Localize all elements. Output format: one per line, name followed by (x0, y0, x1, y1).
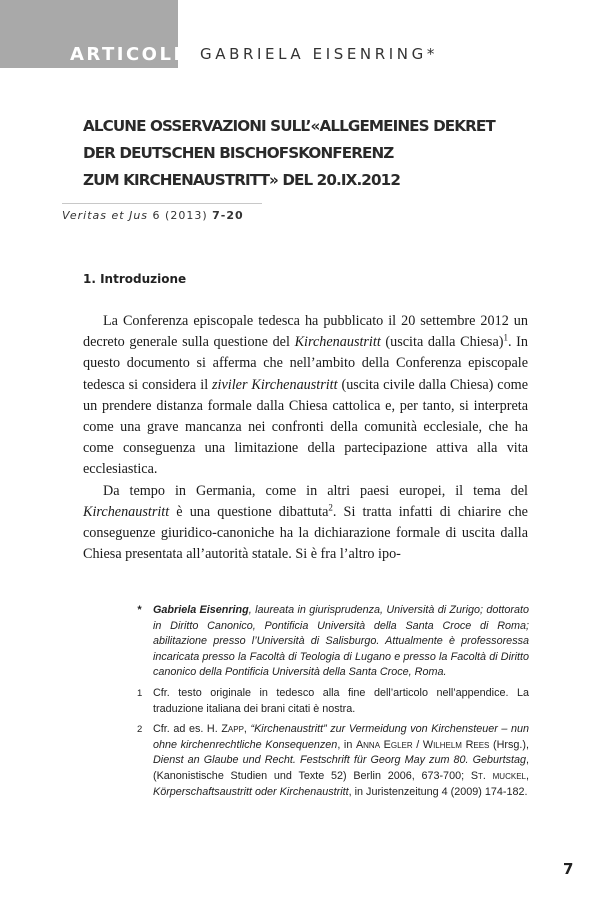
paragraph (83, 481, 528, 566)
footnote-marker: 2 (137, 724, 143, 736)
italic-term: Kirchenaustritt (294, 334, 381, 351)
text-run: , in (337, 738, 356, 751)
journal-name: Veritas et Jus (62, 209, 149, 222)
text-run: . In questo documento si afferma che nell’ambito della Conferenza episcopale tedesca si considera il (83, 334, 528, 393)
italic-term: ziviler Kirchenaustritt (212, 376, 338, 393)
footnotes (137, 603, 529, 805)
italic-term: Kirchenaustritt (83, 503, 170, 520)
journal-pages: 7-20 (212, 209, 244, 222)
text-run: La Conferenza episcopale tedesca ha pubblicato il 20 settembre 2012 un decreto generale sulla questione del (83, 313, 528, 351)
title-line: ZUM KIRCHENAUSTRITT» DEL 20.IX.2012 (83, 171, 400, 189)
italic-title: Körperschaftsaustritt oder Kirchenaustritt (153, 785, 349, 798)
paragraph (83, 311, 528, 481)
text-run: (Hrsg.), (489, 738, 529, 751)
title-line: DER DEUTSCHEN BISCHOFSKONFERENZ (83, 144, 394, 162)
italic-title: Dienst an Glaube und Recht. Festschrift für Georg May zum 80. Geburtstag (153, 754, 526, 767)
footnote-text: , laureata in giurisprudenza, Università di Zurigo; dottorato in Diritto Canonico, Pontificia Università della Santa Croce di Roma; abilitazione presso l’Università di Salisburgo. Attualmente è professoressa incaricata presso la Facoltà di Teologia di Lugano e presso la Facoltà di Diritto canonico della Pontificia Università della Santa Croce, Roma. (153, 604, 529, 679)
footnote-author (137, 603, 529, 681)
text-run: . Si tratta infatti di chiarire che conseguenze giuridico-canoniche ha la dichiarazione formale di uscita dalla Chiesa presentata all’autorità statale. Si è fra l’altro ipo- (83, 503, 528, 563)
author-name: Gabriela Eisenring (153, 604, 249, 616)
article-title (83, 113, 553, 194)
page-number: 7 (563, 860, 574, 878)
text-run: , in Juristenzeitung 4 (2009) 174-182. (348, 785, 528, 798)
footnote-2 (137, 722, 529, 800)
section-label: ARTICOLI (70, 44, 183, 65)
text-run: , (243, 723, 251, 736)
title-line: ALCUNE OSSERVAZIONI SULL’«ALLGEMEINES DEKRET (83, 117, 495, 135)
footnote-ref: 1 (503, 332, 508, 343)
footnote-marker: 1 (137, 687, 143, 699)
text-run: (uscita dalla Chiesa) (380, 334, 504, 351)
text-run: (uscita civile dalla Chiesa) come un prendere distanza formale dalla Chiesa cattolica e, per tanto, si interpreta come una grave mancanza nei confronti della comunità ecclesiale, che ha come conseguenza una limitazione della partecipazione attiva alla vita ecclesiastica. (83, 376, 529, 478)
text-run: , (525, 769, 529, 782)
footnote-1 (137, 686, 529, 717)
footnote-ref: 2 (328, 502, 333, 513)
italic-title: “Kirchenaustritt” zur Vermeidung von Kirchensteuer – nun ohne kirchenrechtliche Konsequenzen (153, 723, 530, 751)
text-run: è una questione dibattuta (169, 503, 329, 520)
body-text (83, 311, 528, 565)
journal-volume: 6 (2013) (148, 209, 213, 222)
small-caps-name: St. muckel (470, 769, 526, 782)
text-run: , (Kanonistische Studien und Texte 52) Berlin 2006, 673-700; (153, 754, 529, 782)
footnote-marker: * (137, 604, 142, 616)
text-run: Cfr. ad es. H. (153, 723, 222, 736)
footnote-text: Cfr. testo originale in tedesco alla fine dell’articolo nell’appendice. La traduzione italiana dei brani citati è nostra. (153, 686, 529, 715)
small-caps-name: Anna Egler / Wilhelm Rees (355, 738, 490, 751)
journal-citation (62, 209, 244, 222)
text-run: Da tempo in Germania, come in altri paesi europei, il tema del (103, 482, 528, 499)
section-heading: 1. Introduzione (83, 272, 187, 286)
small-caps-name: Zapp (221, 723, 244, 736)
title-divider (62, 203, 262, 204)
running-author: GABRIELA EISENRING* (200, 45, 438, 63)
